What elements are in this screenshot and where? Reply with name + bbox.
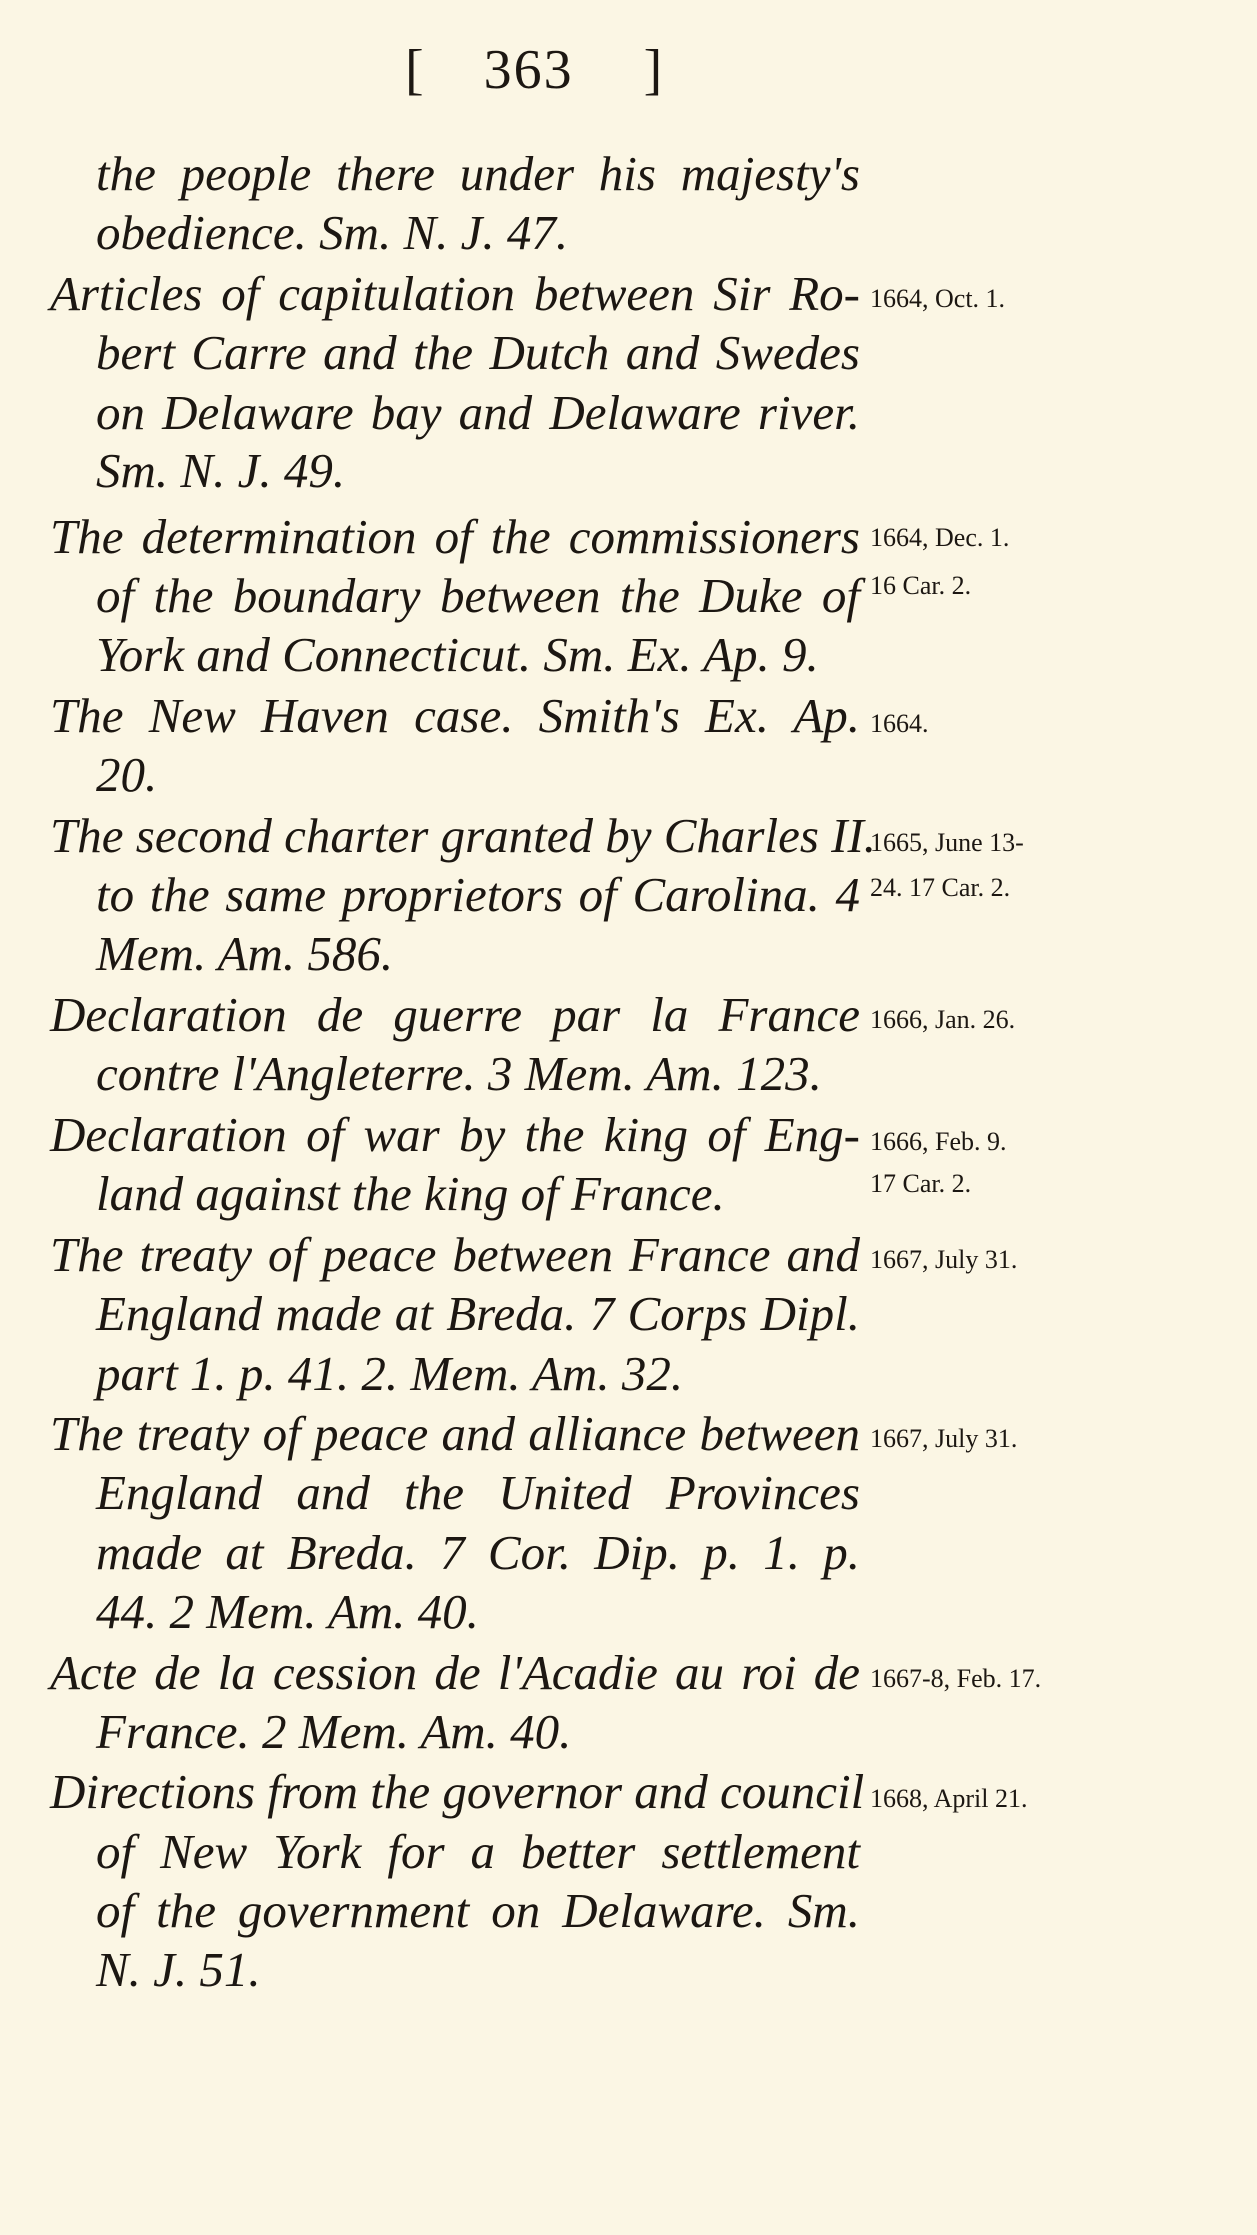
entry-line: The treaty of peace between France and <box>50 1227 860 1282</box>
entry-line: part 1. p. 41. 2. Mem. Am. 32. <box>96 1346 684 1401</box>
entry-line: made at Breda. 7 Cor. Dip. p. 1. p. <box>96 1525 860 1580</box>
entry-line: The New Haven case. Smith's Ex. Ap. <box>50 688 860 743</box>
entry-date: 1665, June 13- <box>870 828 1024 857</box>
entry-line: of New York for a better settlement <box>96 1824 860 1879</box>
entry-line: land against the king of France. <box>96 1166 725 1221</box>
entry-line: Sm. N. J. 49. <box>96 443 346 498</box>
entry-line: York and Connecticut. Sm. Ex. Ap. 9. <box>96 627 819 682</box>
entry-line: 44. 2 Mem. Am. 40. <box>96 1584 479 1639</box>
entry-line: N. J. 51. <box>96 1942 261 1997</box>
entry-date: 24. 17 Car. 2. <box>870 873 1011 902</box>
entry-date: 1667-8, Feb. 17. <box>870 1664 1042 1693</box>
entry-date: 1667, July 31. <box>870 1245 1018 1274</box>
entry-line: Declaration de guerre par la France <box>50 987 860 1042</box>
entry-line: bert Carre and the Dutch and Swedes <box>96 325 860 380</box>
entry-line: Declaration of war by the king of Eng- <box>50 1107 860 1162</box>
entry-date: 16 Car. 2. <box>870 571 972 600</box>
entry-date: 1666, Jan. 26. <box>870 1005 1016 1034</box>
entry-line: to the same proprietors of Carolina. 4 <box>96 867 860 922</box>
entry-line: Articles of capitulation between Sir Ro- <box>50 266 860 321</box>
bracket-right: ] <box>643 39 665 101</box>
page-header <box>405 38 664 102</box>
entry-line: Directions from the governor and council <box>50 1764 865 1819</box>
entry-line: England made at Breda. 7 Corps Dipl. <box>96 1286 860 1341</box>
entry-line: Mem. Am. 586. <box>96 926 394 981</box>
bracket-left: [ <box>405 39 426 101</box>
entry-line: of the government on Delaware. Sm. <box>96 1883 860 1938</box>
entry-date: 1664, Oct. 1. <box>870 284 1006 313</box>
entry-line: of the boundary between the Duke of <box>96 568 860 623</box>
entry-date: 1664, Dec. 1. <box>870 523 1010 552</box>
entry-line: the people there under his majesty's <box>96 146 860 201</box>
page-number: 363 <box>483 39 574 101</box>
entry-line: on Delaware bay and Delaware river. <box>96 385 860 440</box>
entry-date: 1668, April 21. <box>870 1784 1028 1813</box>
entry-line: The second charter granted by Charles II. <box>50 808 877 863</box>
entry-line: obedience. Sm. N. J. 47. <box>96 205 569 260</box>
entry-line: contre l'Angleterre. 3 Mem. Am. 123. <box>96 1046 822 1101</box>
entry-date: 1664. <box>870 709 929 738</box>
entry-line: France. 2 Mem. Am. 40. <box>96 1704 572 1759</box>
entry-line: 20. <box>96 747 158 802</box>
entry-line: England and the United Provinces <box>96 1465 860 1520</box>
entry-date: 1667, July 31. <box>870 1424 1018 1453</box>
entry-line: The determination of the commissioners <box>50 509 860 564</box>
entry-line: Acte de la cession de l'Acadie au roi de <box>50 1645 860 1700</box>
entry-date: 17 Car. 2. <box>870 1169 972 1198</box>
entry-date: 1666, Feb. 9. <box>870 1127 1007 1156</box>
entry-line: The treaty of peace and alliance between <box>50 1406 860 1461</box>
